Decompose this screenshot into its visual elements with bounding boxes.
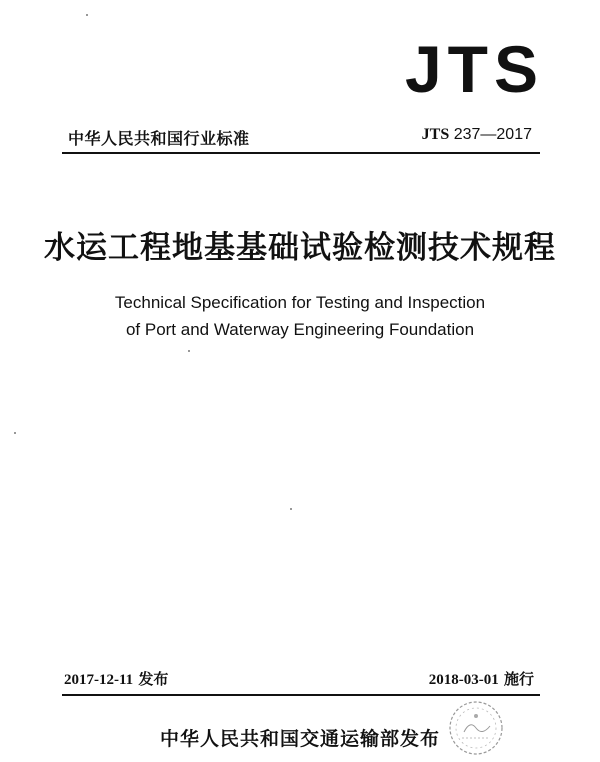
english-title — [0, 289, 600, 343]
scan-speck — [86, 14, 88, 16]
standard-number — [422, 126, 532, 144]
implementation-date-value: 2018-03-01 — [428, 672, 499, 688]
implementation-date — [429, 668, 534, 689]
official-seal-icon — [446, 698, 506, 758]
standard-category: 中华人民共和国行业标准 — [68, 129, 250, 148]
chinese-title: 水运工程地基基础试验检测技术规程 — [44, 230, 556, 266]
header-divider — [62, 152, 540, 154]
issue-date-value: 2017-12-11 — [64, 672, 134, 688]
standard-code: JTS — [421, 126, 450, 143]
issue-date-label: 发布 — [138, 670, 169, 688]
implementation-date-label: 施行 — [503, 670, 534, 688]
publisher: 中华人民共和国交通运输部发布 — [159, 728, 440, 750]
footer-divider — [62, 694, 540, 696]
scan-speck — [290, 508, 292, 510]
issue-date — [64, 668, 168, 689]
scan-speck — [14, 432, 16, 434]
english-title-line-2: of Port and Waterway Engineering Foundation — [125, 320, 475, 339]
standard-number-value: 237—2017 — [453, 126, 532, 143]
english-title-line-1: Technical Specification for Testing and Inspection — [114, 293, 486, 312]
scan-speck — [188, 350, 190, 352]
jts-logo: JTS — [404, 32, 544, 106]
